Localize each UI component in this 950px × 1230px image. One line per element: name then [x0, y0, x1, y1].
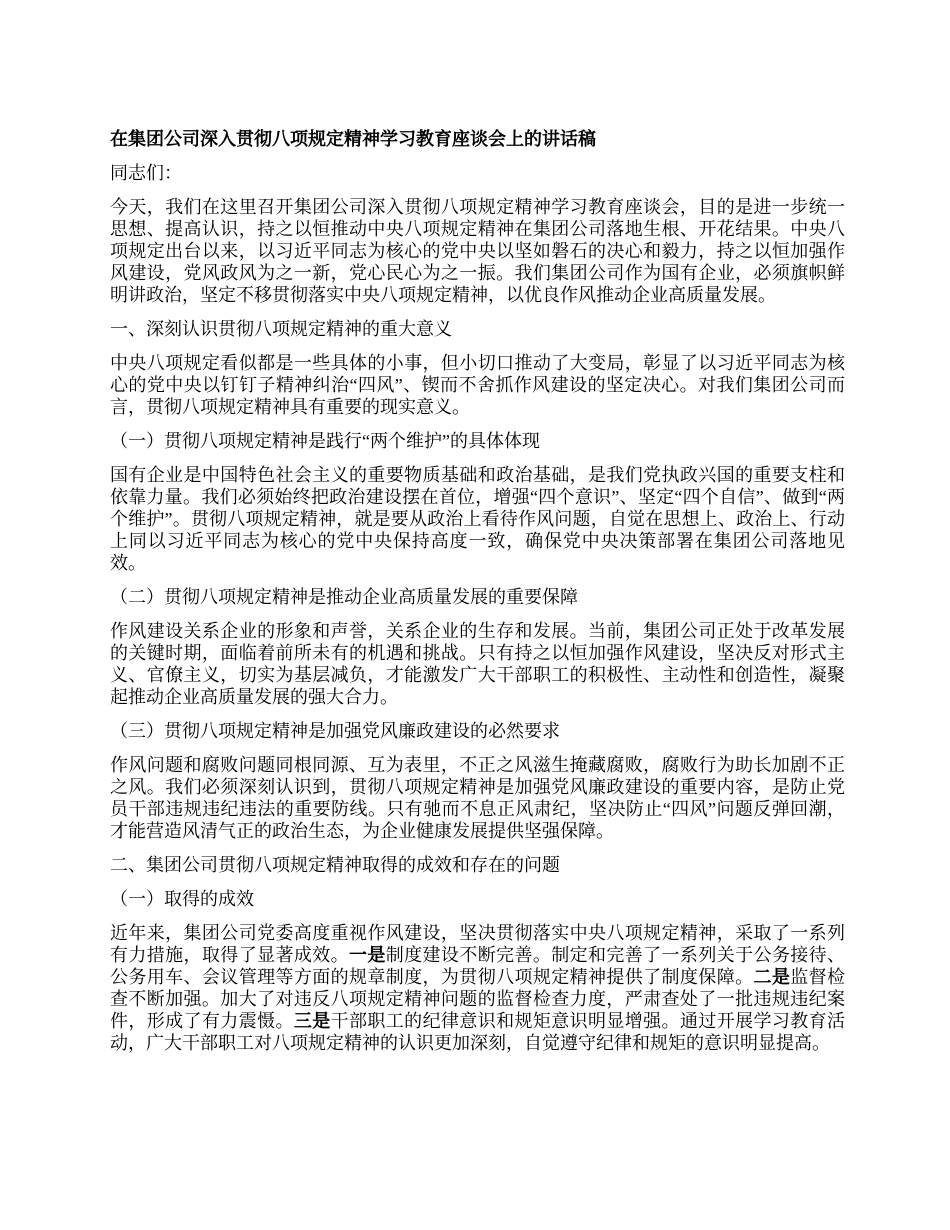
- text-run: （一）贯彻八项规定精神是践行“两个维护”的具体体现: [110, 431, 540, 451]
- text-run: 二、集团公司贯彻八项规定精神取得的成效和存在的问题: [110, 855, 560, 875]
- text-run: 国有企业是中国特色社会主义的重要物质基础和政治基础，是我们党执政兴国的重要支柱和依靠力量。我们必须始终把政治建设摆在首位，增强“四个意识”、坚定“四个自信”、做到“两个维护”。贯彻八项规定精神，就是要从政治上看待作风问题，自觉在思想上、政治上、行动上同以习近平同志为核心的党中央保持高度一致，确保党中央决策部署在集团公司落地见效。: [110, 465, 845, 573]
- document-body: [110, 196, 845, 1054]
- subsection-2-1-paragraph: [110, 922, 845, 1054]
- subsection-2-1-heading: [110, 888, 845, 910]
- subsection-1-2-heading: [110, 586, 845, 608]
- text-run: 作风建设关系企业的形象和声誉，关系企业的生存和发展。当前，集团公司正处于改革发展的关键时期，面临着前所未有的机遇和挑战。只有持之以恒加强作风建设，坚决反对形式主义、官僚主义，切实为基层减负，才能激发广大干部职工的积极性、主动性和创造性，凝聚起推动企业高质量发展的强大合力。: [110, 621, 845, 707]
- text-run: 制度建设不断完善。制定和完善了一系列关于公务接待、公务用车、会议管理等方面的规章制度，为贯彻八项规定精神提供了制度保障。: [110, 945, 846, 987]
- text-run: （二）贯彻八项规定精神是推动企业高质量发展的重要保障: [110, 587, 578, 607]
- text-run: 中央八项规定看似都是一些具体的小事，但小切口推动了大变局，彰显了以习近平同志为核心的党中央以钉钉子精神纠治“四风”、锲而不舍抓作风建设的坚定决心。对我们集团公司而言，贯彻八项规定精神具有重要的现实意义。: [110, 353, 845, 417]
- section-1-paragraph: [110, 352, 845, 418]
- text-run: 一、深刻认识贯彻八项规定精神的重大意义: [110, 319, 452, 339]
- text-run: 作风问题和腐败问题同根同源、互为表里，不正之风滋生掩藏腐败，腐败行为助长加剧不正之风。我们必须深刻认识到，贯彻八项规定精神是加强党风廉政建设的重要内容，是防止党员干部违规违纪违法的重要防线。只有驰而不息正风肃纪，坚决防止“四风”问题反弹回潮，才能营造风清气正的政治生态，为企业健康发展提供坚强保障。: [110, 755, 845, 841]
- text-run: 今天，我们在这里召开集团公司深入贯彻八项规定精神学习教育座谈会，目的是进一步统一思想、提高认识，持之以恒推动中央八项规定精神在集团公司落地生根、开花结果。中央八项规定出台以来，以习近平同志为核心的党中央以坚如磐石的决心和毅力，持之以恒加强作风建设，党风政风为之一新，党心民心为之一振。我们集团公司作为国有企业，必须旗帜鲜明讲政治，坚定不移贯彻落实中央八项规定精神，以优良作风推动企业高质量发展。: [110, 197, 845, 305]
- text-run: （一）取得的成效: [110, 889, 254, 909]
- salutation: 同志们：: [110, 163, 182, 183]
- bold-text-run: 三是: [293, 1011, 331, 1031]
- section-2-heading: [110, 854, 845, 876]
- subsection-1-2-paragraph: [110, 620, 845, 708]
- text-run: （三）贯彻八项规定精神是加强党风廉政建设的必然要求: [110, 721, 560, 741]
- subsection-1-1-heading: [110, 430, 845, 452]
- bold-text-run: 一是: [349, 945, 386, 965]
- subsection-1-3-paragraph: [110, 754, 845, 842]
- document-title: 在集团公司深入贯彻八项规定精神学习教育座谈会上的讲话稿: [110, 129, 596, 149]
- subsection-1-3-heading: [110, 720, 845, 742]
- text-run: 监督检查不断加强。加大了对违反八项规定精神问题的监督检查力度，严肃查处了一批违规违纪案件，形成了有力震慑。: [110, 967, 846, 1031]
- text-run: 干部职工的纪律意识和规矩意识明显增强。通过开展学习教育活动，广大干部职工对八项规定精神的认识更加深刻，自觉遵守纪律和规矩的意识明显提高。: [110, 1011, 846, 1053]
- bold-text-run: 二是: [753, 967, 791, 987]
- text-run: 近年来，集团公司党委高度重视作风建设，坚决贯彻落实中央八项规定精神，采取了一系列有力措施，取得了显著成效。: [110, 923, 845, 965]
- opening-paragraph: [110, 196, 845, 306]
- section-1-heading: [110, 318, 845, 340]
- subsection-1-1-paragraph: [110, 464, 845, 574]
